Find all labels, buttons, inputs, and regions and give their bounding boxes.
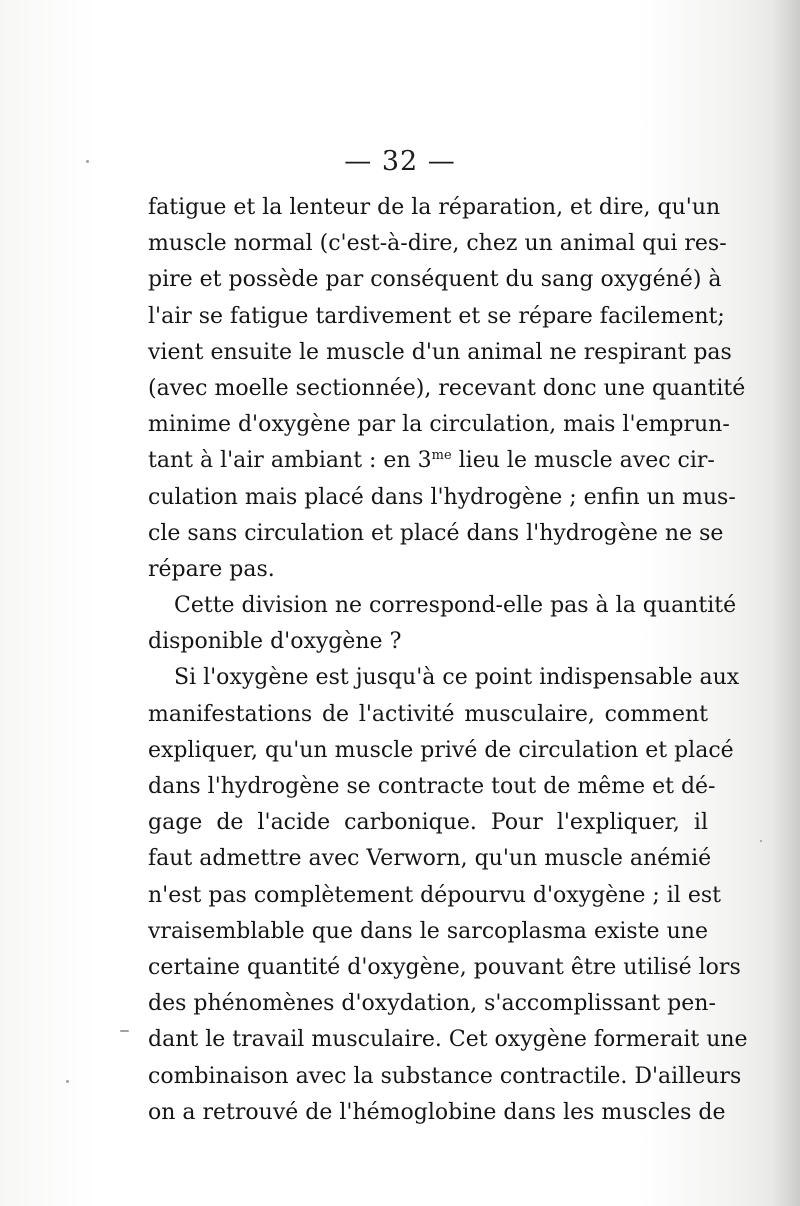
print-speck <box>86 160 89 163</box>
text-line: tant à l'air ambiant : en $3^{me}$ lieu le muscle avec cir- <box>148 448 715 474</box>
text-line: certaine quantité d'oxygène, pouvant être utilisé lors <box>148 954 741 980</box>
text-line: dant le travail musculaire. Cet oxygène formerait une <box>148 1027 748 1053</box>
text-line: Cette division ne correspond-elle pas à la quantité <box>174 593 737 619</box>
text-line: manifestations de l'activité musculaire, comment <box>148 701 708 727</box>
text-line: n'est pas complètement dépourvu d'oxygène ; il est <box>148 882 721 908</box>
text-line: fatigue et la lenteur de la réparation, et dire, qu'un <box>148 195 721 220</box>
print-speck <box>66 1080 69 1083</box>
text-line: minime d'oxygène par la circulation, mais l'emprun- <box>148 412 730 438</box>
print-speck <box>760 840 762 842</box>
text-line: vient ensuite le muscle d'un animal ne respirant pas <box>148 339 732 365</box>
superscript: me <box>431 448 452 464</box>
text-line: vraisemblable que dans le sarcoplasma existe une <box>148 918 708 944</box>
text-line: expliquer, qu'un muscle privé de circulation et placé <box>148 737 734 763</box>
text-line: muscle normal (c'est-à-dire, chez un animal qui res- <box>148 231 727 257</box>
page-number: — 32 — <box>344 146 456 177</box>
text-line: faut admettre avec Verworn, qu'un muscle anémié <box>148 846 712 872</box>
text-line: pire et possède par conséquent du sang oxygéné) à <box>148 267 722 293</box>
page-edge-shadow <box>772 0 800 1206</box>
text-line: Si l'oxygène est jusqu'à ce point indispensable aux <box>174 665 740 691</box>
text-line: combinaison avec la substance contractile. D'ailleurs <box>148 1063 742 1089</box>
text-line: cle sans circulation et placé dans l'hydrogène ne se <box>148 520 724 546</box>
text-line: l'air se fatigue tardivement et se répare facilement; <box>148 303 725 329</box>
text-line: gage de l'acide carbonique. Pour l'expliquer, il <box>148 810 708 836</box>
text-line: (avec moelle sectionnée), recevant donc une quantité <box>148 375 746 401</box>
text-line: des phénomènes d'oxydation, s'accomplissant pen- <box>148 991 716 1017</box>
text-line: répare pas. <box>148 556 275 582</box>
text-line: dans l'hydrogène se contracte tout de même et dé- <box>148 774 716 799</box>
text-line: culation mais placé dans l'hydrogène ; enfin un mus- <box>148 484 736 510</box>
text-line: disponible d'oxygène ? <box>148 629 402 655</box>
print-speck <box>120 1030 129 1032</box>
text-line: on a retrouvé de l'hémoglobine dans les muscles de <box>148 1099 726 1125</box>
body-text <box>148 190 748 1131</box>
